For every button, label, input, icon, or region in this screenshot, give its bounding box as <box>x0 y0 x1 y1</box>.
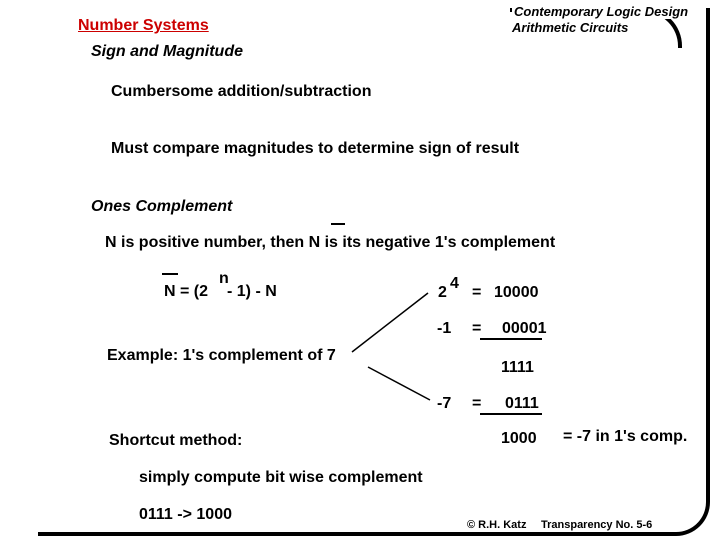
definition-text: N is positive number, then N is its negative 1's complement <box>105 234 556 251</box>
formula-exponent: n <box>219 270 229 287</box>
section-title: Number Systems <box>78 17 209 34</box>
course-title: Contemporary Logic Design <box>514 4 689 19</box>
calc-note: = -7 in 1's comp. <box>563 428 688 445</box>
footer-copyright: © R.H. Katz <box>464 519 529 531</box>
calc-value-5: 1000 <box>501 430 537 447</box>
calc-minus-1: -1 <box>437 320 452 337</box>
sign-magnitude-heading: Sign and Magnitude <box>91 43 243 60</box>
calc-value-1: 10000 <box>494 284 539 301</box>
ones-complement-heading: Ones Complement <box>91 198 233 215</box>
calc-eq-1: = <box>472 284 482 301</box>
shortcut-description: simply compute bit wise complement <box>139 469 423 486</box>
example-text: Example: 1's complement of 7 <box>107 347 336 364</box>
formula-right: - 1) - N <box>227 283 277 300</box>
connector-line-down <box>368 367 430 400</box>
calc-eq-2: = <box>472 320 482 337</box>
connector-line-up <box>352 293 428 352</box>
sign-magnitude-point-2: Must compare magnitudes to determine sign of result <box>111 140 520 157</box>
shortcut-example: 0111 -> 1000 <box>139 506 232 523</box>
calc-value-2: 00001 <box>502 320 547 337</box>
shortcut-heading: Shortcut method: <box>109 432 243 449</box>
calc-exponent: 4 <box>450 275 459 292</box>
footer-transparency: Transparency No. 5-6 <box>538 519 655 531</box>
formula-left: N = (2 <box>164 283 209 300</box>
chapter-title: Arithmetic Circuits <box>512 20 629 35</box>
calc-value-4: 0111 <box>505 395 539 412</box>
calc-eq-4: = <box>472 395 482 412</box>
calc-base: 2 <box>438 284 447 301</box>
sign-magnitude-point-1: Cumbersome addition/subtraction <box>111 83 372 100</box>
calc-minus-7: -7 <box>437 395 452 412</box>
calc-value-3: 1111 <box>501 359 534 376</box>
